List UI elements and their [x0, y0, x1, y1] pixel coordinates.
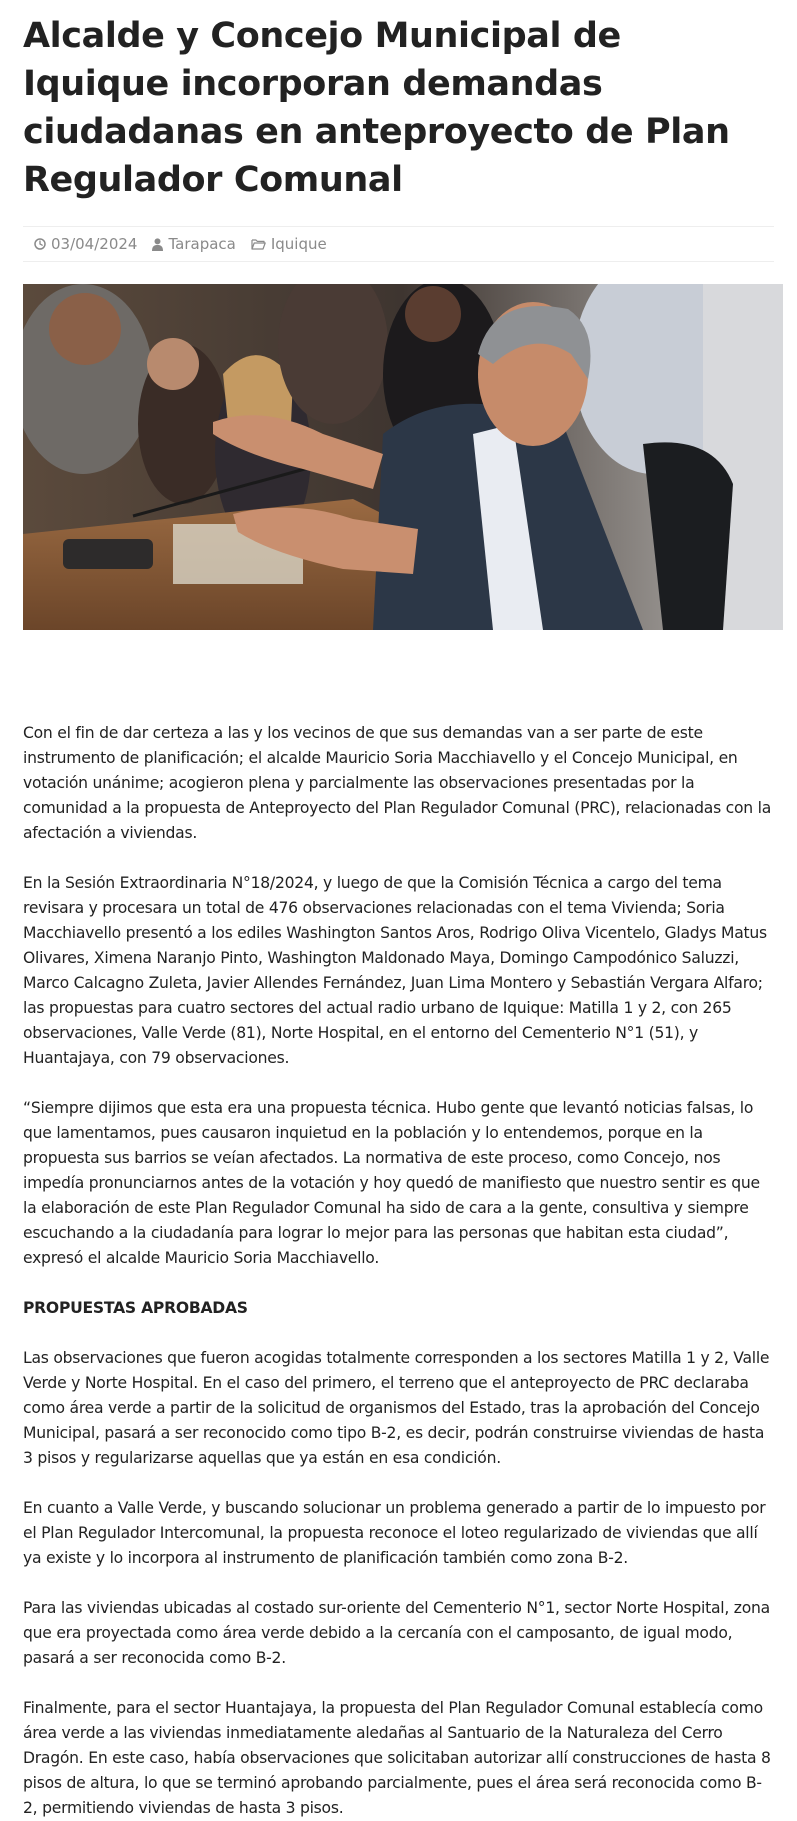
meta-date-text: 03/04/2024: [51, 235, 138, 253]
article-title: Alcalde y Concejo Municipal de Iquique incorporan demandas ciudadanas en anteproyecto de Plan Regulador Comunal: [23, 16, 730, 200]
meta-author[interactable]: [152, 235, 235, 253]
article-meta: [23, 226, 774, 262]
article-paragraph: En cuanto a Valle Verde, y buscando solucionar un problema generado a partir de lo impuesto por el Plan Regulador Intercomunal, la propuesta reconoce el loteo regularizado de viviendas que allí ya existe y lo incorpora al instrumento de planificación también como zona B-2.: [23, 1499, 766, 1567]
meta-date: [34, 235, 137, 253]
meta-author-text[interactable]: Tarapaca: [168, 235, 236, 253]
article-paragraph: Con el fin de dar certeza a las y los vecinos de que sus demandas van a ser parte de este instrumento de planificación; el alcalde Mauricio Soria Macchiavello y el Concejo Municipal, en votación unánime; acogieron plena y parcialmente las observaciones presentadas por la comunidad a la propuesta de Anteproyecto del Plan Regulador Comunal (PRC), relacionadas con la afectación a viviendas.: [23, 724, 772, 842]
article-paragraph: Finalmente, para el sector Huantajaya, la propuesta del Plan Regulador Comunal establecía como área verde a las viviendas inmediatamente aledañas al Santuario de la Naturaleza del Cerro Dragón. En este caso, había observaciones que solicitaban autorizar allí construcciones de hasta 8 pisos de altura, lo que se terminó aprobando parcialmente, pues el área será reconocida como B-2, permitiendo viviendas de hasta 3 pisos.: [23, 1699, 771, 1817]
article-hero-photo: [23, 284, 783, 630]
article-paragraph: “Siempre dijimos que esta era una propuesta técnica. Hubo gente que levantó noticias falsas, lo que lamentamos, pues causaron inquietud en la población y lo entendemos, porque en la propuesta sus barrios se veían afectados. La normativa de este proceso, como Concejo, nos impedía pronunciarnos antes de la votación y hoy quedó de manifiesto que nuestro sentir es que la elaboración de este Plan Regulador Comunal ha sido de cara a la gente, consultiva y siempre escuchando a la ciudadanía para lograr lo mejor para las personas que habitan esta ciudad”, expresó el alcalde Mauricio Soria Macchiavello.: [23, 1099, 760, 1267]
article-body: [23, 721, 774, 1821]
article-paragraph: En la Sesión Extraordinaria N°18/2024, y luego de que la Comisión Técnica a cargo del tema revisara y procesara un total de 476 observaciones relacionadas con el tema Vivienda; Soria Macchiavello presentó a los ediles Washington Santos Aros, Rodrigo Oliva Vicentelo, Gladys Matus Olivares, Ximena Naranjo Pinto, Washington Maldonado Maya, Domingo Campodónico Saluzzi, Marco Calcagno Zuleta, Javier Allendes Fernández, Juan Lima Montero y Sebastián Vergara Alfaro; las propuestas para cuatro sectores del actual radio urbano de Iquique: Matilla 1 y 2, con 265 observaciones, Valle Verde (81), Norte Hospital, en el entorno del Cementerio N°1 (51), y Huantajaya, con 79 observaciones.: [23, 874, 767, 1067]
folder-icon: [251, 238, 266, 250]
article-paragraph: Para las viviendas ubicadas al costado sur-oriente del Cementerio N°1, sector Norte Hospital, zona que era proyectada como área verde debido a la cercanía con el camposanto, de igual modo, pasará a ser reconocida como B-2.: [23, 1599, 770, 1667]
article-paragraph: Las observaciones que fueron acogidas totalmente corresponden a los sectores Matilla 1 y 2, Valle Verde y Norte Hospital. En el caso del primero, el terreno que el anteproyecto de PRC declaraba como área verde a partir de la solicitud de organismos del Estado, tras la aprobación del Concejo Municipal, pasará a ser reconocido como tipo B-2, es decir, podrán construirse viviendas de hasta 3 pisos y regularizarse aquellas que ya están en esa condición.: [23, 1349, 770, 1467]
clock-icon: [34, 238, 46, 250]
article-subheading: PROPUESTAS APROBADAS: [23, 1299, 248, 1317]
user-icon: [152, 238, 163, 251]
meta-category[interactable]: [251, 235, 327, 253]
meta-category-text[interactable]: Iquique: [270, 235, 327, 253]
